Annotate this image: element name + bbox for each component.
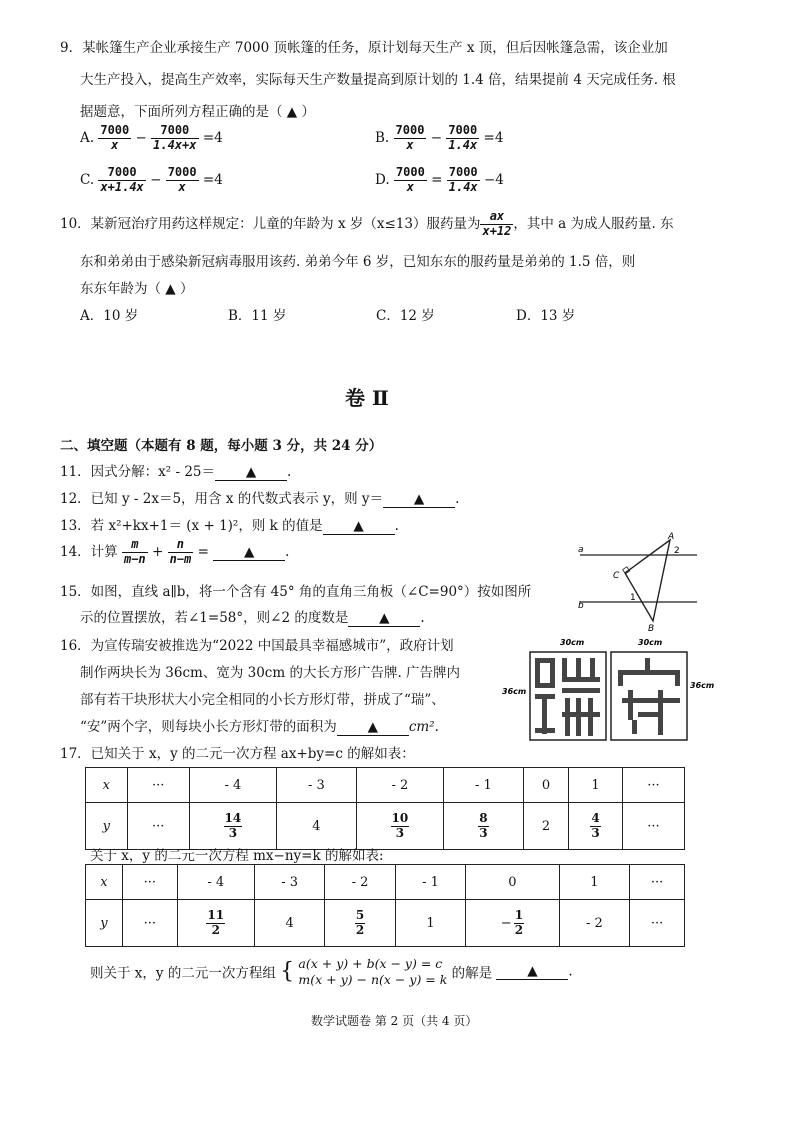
q15-line2: 示的位置摆放，若∠1=58°，则∠2 的度数是 ▲ .: [80, 610, 425, 626]
q15-figure: [575, 530, 700, 632]
q10-line1: 10．某新冠治疗用药这样规定：儿童的年龄为 x 岁（x≤13）服药量为 $\frac{ax}{x+12}$ ，其中 a 为成人服药量. 东: [60, 209, 674, 238]
q9-option-c: C. $\frac{7000}{x+1.4x}$ − $\frac{7000}{x}$ =4: [80, 165, 223, 194]
q15-line1: 15．如图，直线 a∥b，将一个含有 45° 角的直角三角板（∠C=90°）按如图所: [60, 584, 532, 600]
volume-title: 卷 Ⅱ: [345, 386, 389, 410]
q17-final: 则关于 x，y 的二元一次方程组 { a(x + y) + b(x − y) = c m(x + y) − n(x − y) = k 的解是 ▲ .: [90, 956, 573, 987]
q16-figure: [500, 632, 720, 744]
label-a: a: [578, 545, 584, 555]
solution-table-1: [85, 767, 685, 850]
triangle: [625, 540, 670, 621]
svg-text:36cm: 36cm: [502, 687, 527, 696]
q10-line3: 东东年龄为（ ▲ ）: [80, 281, 194, 297]
section-heading: 二、填空题（本题有 8 题，每小题 3 分，共 24 分）: [60, 438, 383, 454]
q16-line4: “安”两个字，则每块小长方形灯带的面积为 ▲ cm².: [80, 719, 439, 735]
q10-option-a: A．10 岁: [80, 308, 139, 324]
table-row: x ··· - 4 - 3 - 2 - 1 0 1 ···: [86, 865, 685, 900]
table-row: x ··· - 4 - 3 - 2 - 1 0 1 ···: [86, 768, 685, 803]
label-2: 2: [674, 546, 680, 556]
q16-line1: 16．为宣传瑞安被推选为“2022 中国最具幸福感城市”，政府计划: [60, 638, 454, 654]
q17-intro: 17．已知关于 x，y 的二元一次方程 ax+by=c 的解如表：: [60, 746, 415, 762]
q14: 14．计算 $\frac{m}{m-n}$ + $\frac{n}{n-m}$ = ▲ .: [60, 537, 290, 566]
page-footer: 数学试题卷 第 2 页（共 4 页）: [311, 1014, 478, 1028]
system-eq-1: a(x + y) + b(x − y) = c: [298, 956, 443, 971]
q9-option-a: A. $\frac{7000}{x}$ − $\frac{7000}{1.4x+x}$ =4: [80, 123, 223, 152]
q9-option-b: B. $\frac{7000}{x}$ − $\frac{7000}{1.4x}$ =4: [375, 123, 504, 152]
q10-option-c: C．12 岁: [376, 308, 435, 324]
q10-option-d: D．13 岁: [516, 308, 576, 324]
q13: 13．若 x²+kx+1＝ (x + 1)²，则 k 的值是 ▲ .: [60, 518, 399, 534]
svg-text:36cm: 36cm: [690, 681, 715, 690]
label-B: B: [648, 624, 655, 632]
answer-blank: ▲: [323, 518, 395, 535]
table-row: y ··· $\frac{11}{2}$ 4 $\frac{5}{2}$ 1 − $\frac{1}{2}$ - 2 ···: [86, 900, 685, 947]
table-row: y ··· $\frac{14}{3}$ 4 $\frac{10}{3}$ $\frac{8}{3}$ 2 $\frac{4}{3}$ ···: [86, 803, 685, 850]
answer-blank: ▲: [213, 544, 285, 561]
answer-blank: ▲: [348, 610, 420, 627]
label-C: C: [613, 571, 620, 581]
q10-option-b: B．11 岁: [228, 308, 287, 324]
q10-line2: 东和弟弟由于感染新冠病毒服用该药. 弟弟今年 6 岁，已知东东的服药量是弟弟的 1.5 倍，则: [80, 254, 636, 270]
label-A: A: [668, 532, 675, 542]
svg-text:30cm: 30cm: [560, 638, 585, 647]
svg-text:30cm: 30cm: [638, 638, 663, 647]
q9-line3: 据题意，下面所列方程正确的是（ ▲ ）: [80, 104, 315, 120]
solution-table-2: [85, 864, 685, 947]
q9-option-d: D. $\frac{7000}{x}$ = $\frac{7000}{1.4x}$ −4: [375, 165, 504, 194]
q11: 11．因式分解：x² - 25＝ ▲ .: [60, 464, 292, 480]
q17-mid: 关于 x，y 的二元一次方程 mx−ny=k 的解如表:: [90, 848, 384, 864]
q16-line2: 制作两块长为 36cm、宽为 30cm 的大长方形广告牌. 广告牌内: [80, 665, 461, 681]
q9-line2: 大生产投入，提高生产效率，实际每天生产数量提高到原计划的 1.4 倍，结果提前 4 天完成任务. 根: [80, 72, 676, 88]
answer-blank: ▲: [496, 963, 568, 980]
q16-line3: 部有若干块形状大小完全相同的小长方形灯带，拼成了“瑞”、: [80, 692, 445, 708]
label-1: 1: [630, 593, 636, 603]
answer-blank: ▲: [215, 464, 287, 481]
q9-line1: 9．某帐篷生产企业承接生产 7000 顶帐篷的任务，原计划每天生产 x 顶，但后因帐篷急需，该企业加: [60, 40, 668, 56]
system-eq-2: m(x + y) − n(x − y) = k: [298, 971, 448, 987]
answer-blank: ▲: [383, 491, 455, 508]
label-b: b: [578, 601, 584, 611]
answer-blank: ▲: [337, 719, 409, 736]
q12: 12．已知 y - 2x＝5，用含 x 的代数式表示 y，则 y＝ ▲ .: [60, 491, 460, 507]
